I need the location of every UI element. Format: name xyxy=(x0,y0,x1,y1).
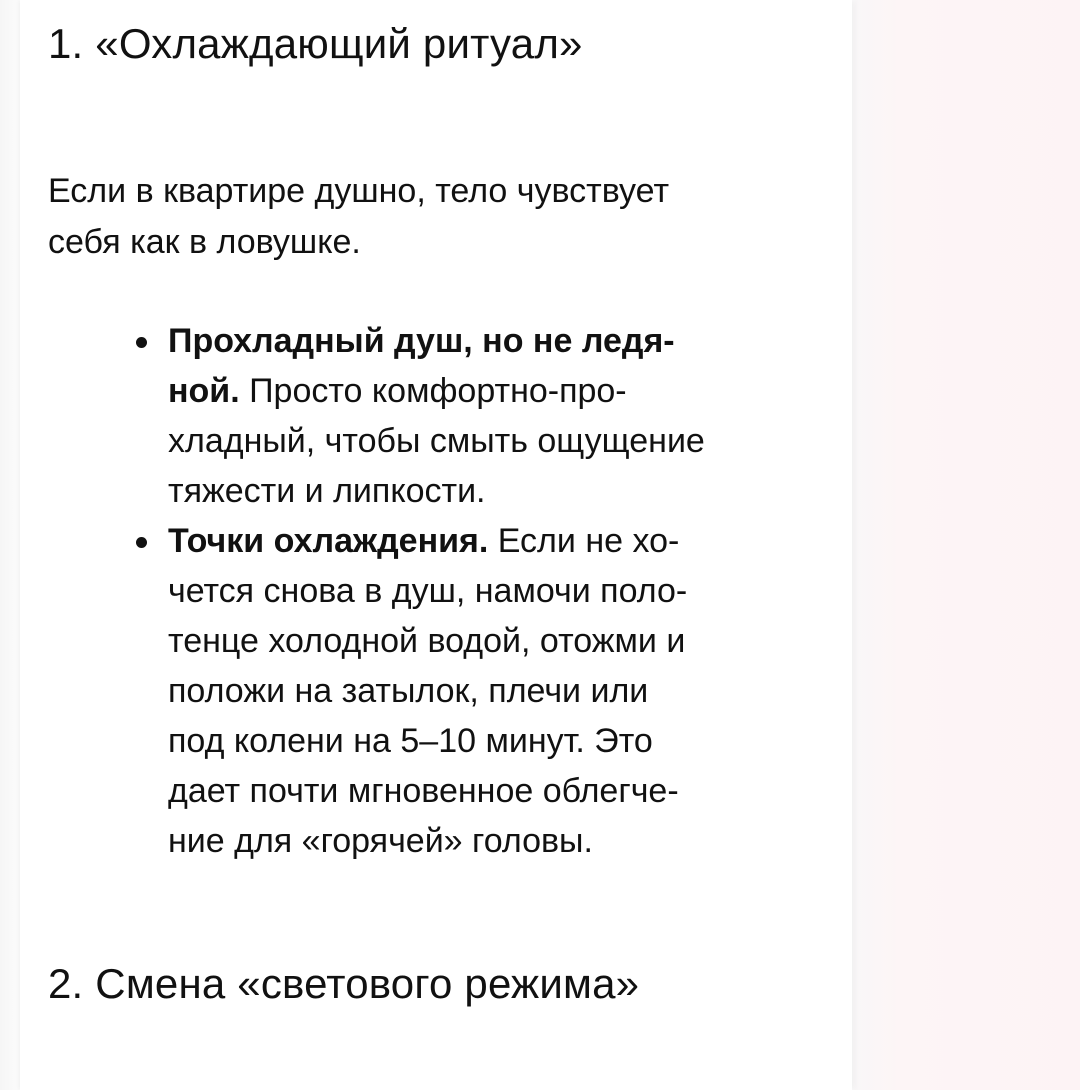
list-item-text: тяжести и липкости. xyxy=(168,472,486,510)
list-item-line xyxy=(168,516,828,566)
list-item-line xyxy=(168,566,828,616)
list-item-line xyxy=(168,716,828,766)
list-item-text: Если не хо- xyxy=(488,522,680,560)
list-item-bold-text: Точки охлаждения. xyxy=(168,522,489,560)
list-item-text: чется снова в душ, намочи поло- xyxy=(168,572,688,610)
list-item-text: хладный, чтобы смыть ощущение xyxy=(168,422,705,460)
list-item-text: Просто комфортно-про- xyxy=(239,372,627,410)
section-title-light-mode: 2. Смена «светового режима» xyxy=(48,960,640,1007)
list-item-cooling-points xyxy=(48,516,828,866)
intro-line: Если в квартире душно, тело чувствует xyxy=(48,172,670,210)
bullet-dot-icon xyxy=(136,337,147,348)
intro-line: себя как в ловушке. xyxy=(48,223,361,261)
list-item-text: дает почти мгновенное облегче- xyxy=(168,772,679,810)
tips-list xyxy=(48,316,828,866)
list-item-text: тенце холодной водой, отожми и xyxy=(168,622,686,660)
list-item-text: ние для «горячей» головы. xyxy=(168,822,593,860)
list-item-text: положи на затылок, плечи или xyxy=(168,672,649,710)
list-item-cool-shower xyxy=(48,316,828,516)
bullet-dot-icon xyxy=(136,537,147,548)
list-item-bold-text: Прохладный душ, но не ледя- xyxy=(168,322,675,360)
section-title-cooling-ritual: 1. «Охлаждающий ритуал» xyxy=(48,20,583,67)
list-item-line xyxy=(168,466,828,516)
list-item-line xyxy=(168,316,828,366)
list-item-line xyxy=(168,816,828,866)
list-item-line xyxy=(168,766,828,816)
list-item-line xyxy=(168,616,828,666)
list-item-bold-text: ной. xyxy=(168,372,240,410)
list-item-line xyxy=(168,666,828,716)
list-item-text: под колени на 5–10 минут. Это xyxy=(168,722,653,760)
list-item-line xyxy=(168,366,828,416)
list-item-line xyxy=(168,416,828,466)
section-intro-paragraph xyxy=(48,166,828,268)
